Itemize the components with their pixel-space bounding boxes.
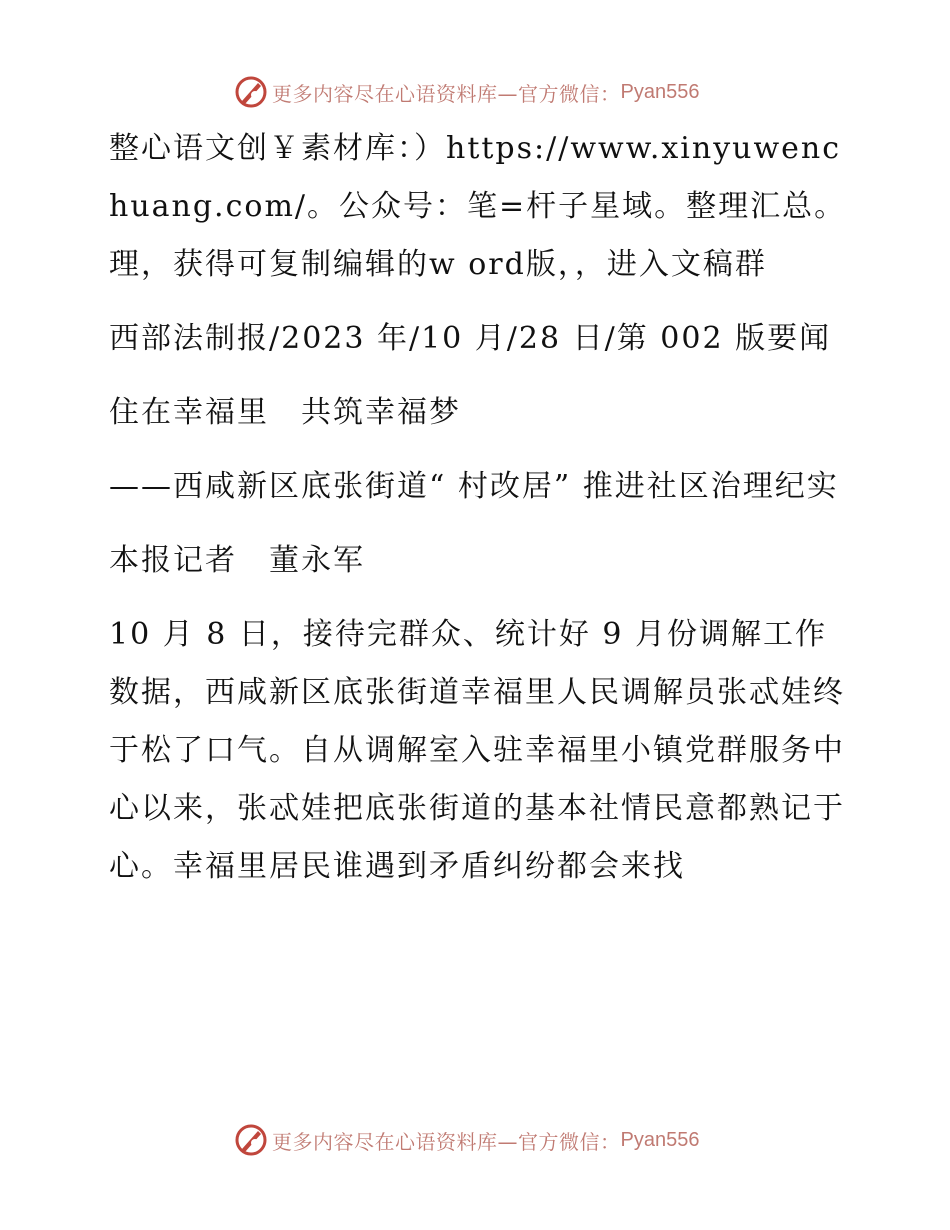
watermark-text: 更多内容尽在心语资料库—官方微信： bbox=[272, 1129, 621, 1154]
pen-logo-icon bbox=[234, 1123, 268, 1157]
intro-paragraph: 整心语文创￥素材库：）https://www.xinyuwenchuang.com/。公众号：笔=杆子星域。整理汇总。理，获得可复制编辑的w ord版，，进入文稿群 bbox=[109, 131, 847, 282]
watermark-handle: Pyan556 bbox=[620, 1128, 700, 1151]
document-body bbox=[97, 120, 857, 912]
pen-logo-icon bbox=[234, 75, 268, 109]
subheadline: ——西咸新区底张街道“ 村改居” 推进社区治理纪实 bbox=[109, 469, 839, 504]
header-watermark bbox=[234, 72, 699, 112]
watermark-handle: Pyan556 bbox=[620, 80, 700, 103]
body-paragraph: 10 月 8 日，接待完群众、统计好 9 月份调解工作数据，西咸新区底张街道幸福里人民调解员张忒娃终于松了口气。自从调解室入驻幸福里小镇党群服务中心以来，张忒娃把底张街道的基本社情民意都熟记于心。幸福里居民谁遇到矛盾纠纷都会来找 bbox=[109, 617, 845, 884]
footer-watermark bbox=[234, 1120, 699, 1160]
byline: 本报记者 董永军 bbox=[109, 543, 365, 578]
source-line: 西部法制报/2023 年/10 月/28 日/第 002 版要闻 bbox=[109, 321, 832, 356]
headline: 住在幸福里 共筑幸福梦 bbox=[109, 395, 461, 430]
watermark-text: 更多内容尽在心语资料库—官方微信： bbox=[272, 81, 621, 106]
